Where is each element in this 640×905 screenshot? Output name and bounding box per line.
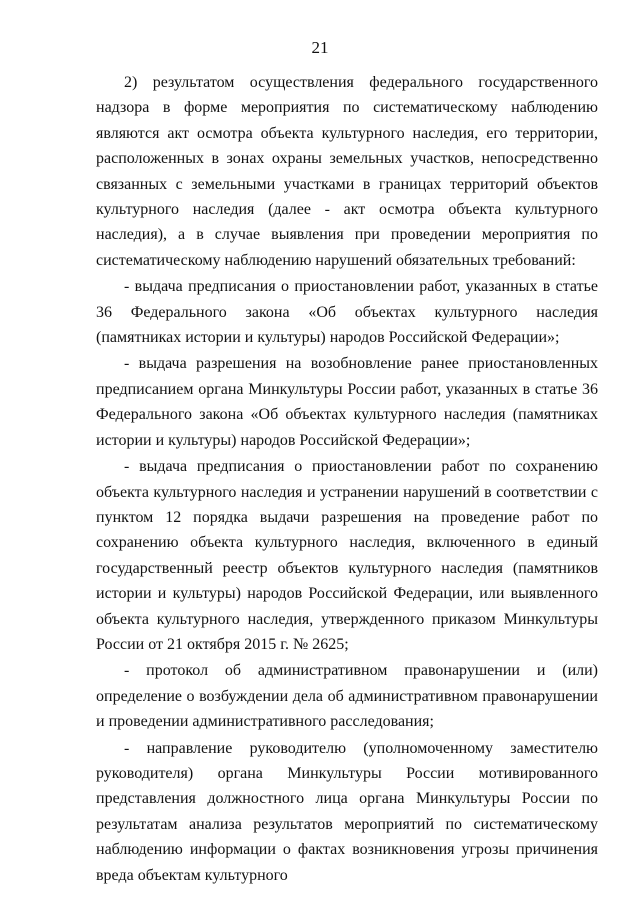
paragraph-suspension-order: - выдача предписания о приостановлении работ, указанных в статье 36 Федерального закона «Об объектах культурного наследия (памятниках истории и культуры) народов Российской Федерации»; xyxy=(96,278,598,347)
document-body xyxy=(96,70,598,888)
paragraph-resumption-permit: - выдача разрешения на возобновление ранее приостановленных предписанием органа Минкультуры России работ, указанных в статье 36 Федерального закона «Об объектах культурного наследия (памятниках истории и культуры) народов Российской Федерации»; xyxy=(96,355,598,449)
paragraph-preservation-suspension-order: - выдача предписания о приостановлении работ по сохранению объекта культурного наследия и устранении нарушений в соответствии с пунктом 12 порядка выдачи разрешения на проведение работ по сохранению объекта культурного наследия, включенного в единый государственный реестр объектов культурного наследия (памятников истории и культуры) народов Российской Федерации, или выявленного объекта культурного наследия, утвержденного приказом Минкультуры России от 21 октября 2015 г. № 2625; xyxy=(96,458,598,653)
paragraph-motivated-submission: - направление руководителю (уполномоченному заместителю руководителя) органа Минкультуры России мотивированного представления должностного лица органа Минкультуры России по результатам анализа результатов мероприятий по систематическому наблюдению информации о фактах возникновения угрозы причинения вреда объектам культурного xyxy=(96,739,598,884)
page-number: 21 xyxy=(311,38,329,57)
paragraph-administrative-protocol: - протокол об административном правонарушении и (или) определение о возбуждении дела об административном правонарушении и проведении административного расследования; xyxy=(96,662,598,731)
paragraph-result-of-supervision: 2) результатом осуществления федерального государственного надзора в форме мероприятия по систематическому наблюдению являются акт осмотра объекта культурного наследия, его территории, расположенных в зонах охраны земельных участков, непосредственно связанных с земельными участками в границах территорий объектов культурного наследия (далее - акт осмотра объекта культурного наследия), а в случае выявления при проведении мероприятия по систематическому наблюдению нарушений обязательных требований: xyxy=(96,74,598,269)
